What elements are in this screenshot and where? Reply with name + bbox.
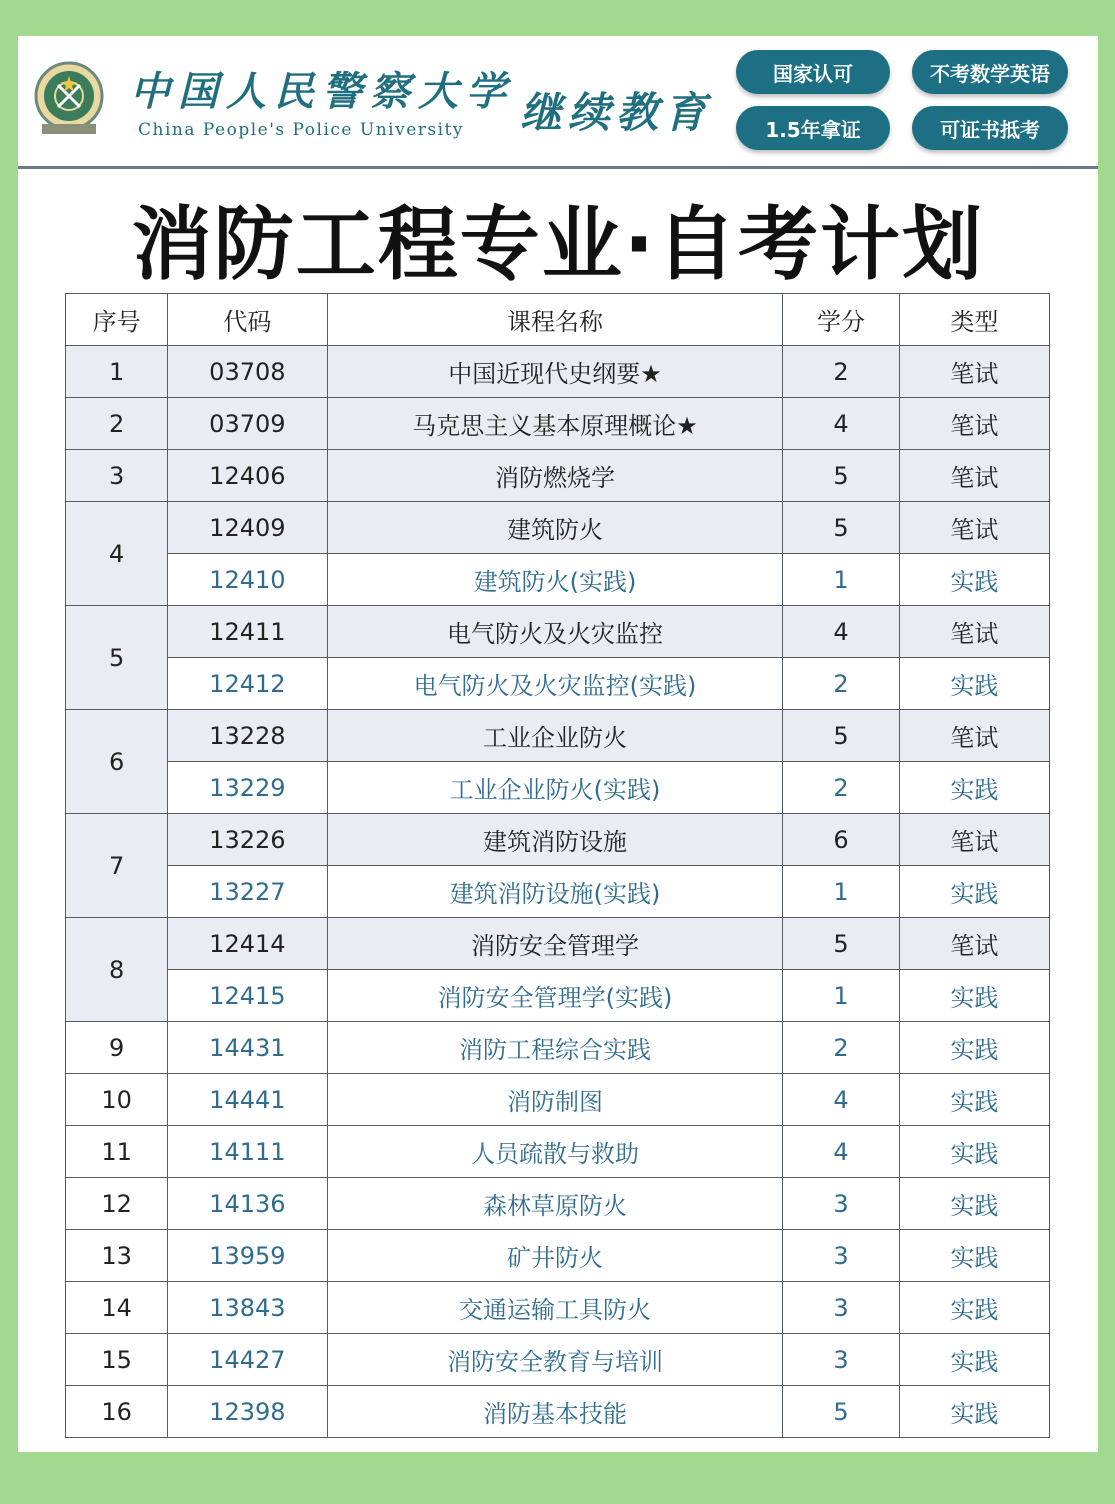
cell-credit: 4	[783, 606, 899, 658]
cell-code: 13959	[168, 1230, 327, 1282]
cell-type: 实践	[899, 1386, 1049, 1438]
cell-code: 03708	[168, 346, 327, 398]
cell-code: 03709	[168, 398, 327, 450]
table-row	[66, 1022, 1050, 1074]
cell-seq: 14	[66, 1282, 168, 1334]
cell-seq: 10	[66, 1074, 168, 1126]
table-row	[66, 1074, 1050, 1126]
police-university-emblem-icon	[28, 58, 110, 140]
table-row	[66, 1334, 1050, 1386]
cell-credit: 5	[783, 918, 899, 970]
cell-type: 实践	[899, 1334, 1049, 1386]
table-row	[66, 918, 1050, 970]
cell-course-name: 电气防火及火灾监控(实践)	[327, 658, 783, 710]
cell-seq: 9	[66, 1022, 168, 1074]
cell-code: 12411	[168, 606, 327, 658]
cell-course-name: 消防安全管理学(实践)	[327, 970, 783, 1022]
cell-code: 14427	[168, 1334, 327, 1386]
cell-credit: 5	[783, 1386, 899, 1438]
cell-seq: 6	[66, 710, 168, 814]
cell-credit: 3	[783, 1178, 899, 1230]
cell-code: 12414	[168, 918, 327, 970]
cell-type: 笔试	[899, 398, 1049, 450]
header-seq: 序号	[66, 294, 168, 346]
cell-course-name: 中国近现代史纲要★	[327, 346, 783, 398]
cell-credit: 4	[783, 398, 899, 450]
cell-seq: 13	[66, 1230, 168, 1282]
cell-course-name: 消防安全管理学	[327, 918, 783, 970]
cell-type: 实践	[899, 1230, 1049, 1282]
table-row	[66, 1386, 1050, 1438]
cell-credit: 3	[783, 1282, 899, 1334]
cell-code: 13229	[168, 762, 327, 814]
table-row	[66, 398, 1050, 450]
table-row	[66, 450, 1050, 502]
cell-code: 13227	[168, 866, 327, 918]
cell-type: 笔试	[899, 606, 1049, 658]
cell-credit: 5	[783, 502, 899, 554]
table-header-row	[66, 294, 1050, 346]
cell-course-name: 矿井防火	[327, 1230, 783, 1282]
cell-seq: 16	[66, 1386, 168, 1438]
table-row	[66, 606, 1050, 658]
cell-type: 实践	[899, 970, 1049, 1022]
cell-course-name: 建筑防火	[327, 502, 783, 554]
cell-course-name: 消防安全教育与培训	[327, 1334, 783, 1386]
cell-credit: 2	[783, 346, 899, 398]
cell-seq: 2	[66, 398, 168, 450]
table-row	[66, 866, 1050, 918]
cell-type: 笔试	[899, 450, 1049, 502]
cell-type: 实践	[899, 1074, 1049, 1126]
cell-credit: 6	[783, 814, 899, 866]
cell-type: 实践	[899, 554, 1049, 606]
cell-type: 实践	[899, 1126, 1049, 1178]
header-credit: 学分	[783, 294, 899, 346]
badge-national-recognition: 国家认可	[736, 50, 890, 94]
cell-credit: 3	[783, 1334, 899, 1386]
badge-no-math-english: 不考数学英语	[912, 50, 1068, 94]
cell-credit: 4	[783, 1074, 899, 1126]
table-row	[66, 1282, 1050, 1334]
header-divider	[18, 166, 1098, 169]
cell-type: 笔试	[899, 710, 1049, 762]
table-row	[66, 1178, 1050, 1230]
cell-course-name: 工业企业防火	[327, 710, 783, 762]
cell-code: 14431	[168, 1022, 327, 1074]
cell-course-name: 工业企业防火(实践)	[327, 762, 783, 814]
cell-course-name: 建筑消防设施	[327, 814, 783, 866]
table-row	[66, 554, 1050, 606]
cell-type: 实践	[899, 866, 1049, 918]
cell-type: 实践	[899, 1022, 1049, 1074]
cell-seq: 3	[66, 450, 168, 502]
cell-code: 12409	[168, 502, 327, 554]
cell-type: 实践	[899, 1178, 1049, 1230]
plan-card	[18, 36, 1098, 1452]
header	[18, 36, 1098, 168]
cell-code: 13843	[168, 1282, 327, 1334]
table-row	[66, 814, 1050, 866]
cell-course-name: 人员疏散与救助	[327, 1126, 783, 1178]
header-code: 代码	[168, 294, 327, 346]
school-name-cn: 中国人民警察大学	[130, 68, 514, 115]
cell-course-name: 交通运输工具防火	[327, 1282, 783, 1334]
cell-course-name: 消防燃烧学	[327, 450, 783, 502]
cell-seq: 15	[66, 1334, 168, 1386]
cell-code: 13226	[168, 814, 327, 866]
cell-credit: 3	[783, 1230, 899, 1282]
table-row	[66, 970, 1050, 1022]
cell-course-name: 建筑防火(实践)	[327, 554, 783, 606]
cell-credit: 1	[783, 866, 899, 918]
cell-course-name: 建筑消防设施(实践)	[327, 866, 783, 918]
cell-course-name: 消防制图	[327, 1074, 783, 1126]
cell-credit: 1	[783, 554, 899, 606]
cell-code: 12410	[168, 554, 327, 606]
badge-certificate-1-5-years: 1.5年拿证	[736, 106, 890, 150]
cell-credit: 2	[783, 1022, 899, 1074]
course-plan-table	[65, 293, 1050, 1438]
table-row	[66, 658, 1050, 710]
cell-code: 12412	[168, 658, 327, 710]
cell-course-name: 马克思主义基本原理概论★	[327, 398, 783, 450]
cell-type: 笔试	[899, 814, 1049, 866]
cell-type: 笔试	[899, 502, 1049, 554]
table-row	[66, 1126, 1050, 1178]
cell-type: 实践	[899, 658, 1049, 710]
cell-seq: 1	[66, 346, 168, 398]
cell-type: 实践	[899, 762, 1049, 814]
cell-code: 14111	[168, 1126, 327, 1178]
cell-code: 13228	[168, 710, 327, 762]
cell-code: 12398	[168, 1386, 327, 1438]
cell-credit: 5	[783, 710, 899, 762]
cell-course-name: 电气防火及火灾监控	[327, 606, 783, 658]
table-row	[66, 346, 1050, 398]
header-type: 类型	[899, 294, 1049, 346]
cell-seq: 7	[66, 814, 168, 918]
cell-seq: 5	[66, 606, 168, 710]
cell-credit: 2	[783, 658, 899, 710]
badge-certificate-exemption: 可证书抵考	[912, 106, 1068, 150]
cell-credit: 2	[783, 762, 899, 814]
cell-course-name: 消防工程综合实践	[327, 1022, 783, 1074]
table-row	[66, 1230, 1050, 1282]
cell-code: 12415	[168, 970, 327, 1022]
cell-type: 笔试	[899, 918, 1049, 970]
cell-seq: 8	[66, 918, 168, 1022]
cell-course-name: 森林草原防火	[327, 1178, 783, 1230]
school-name-en: China People's Police University	[138, 120, 464, 140]
cell-type: 实践	[899, 1282, 1049, 1334]
header-course-name: 课程名称	[327, 294, 783, 346]
cell-seq: 12	[66, 1178, 168, 1230]
cell-code: 14136	[168, 1178, 327, 1230]
cell-credit: 5	[783, 450, 899, 502]
cell-type: 笔试	[899, 346, 1049, 398]
cell-credit: 4	[783, 1126, 899, 1178]
continuing-education-label: 继续教育	[520, 88, 713, 137]
cell-seq: 11	[66, 1126, 168, 1178]
cell-code: 12406	[168, 450, 327, 502]
cell-code: 14441	[168, 1074, 327, 1126]
table-row	[66, 502, 1050, 554]
table-row	[66, 762, 1050, 814]
cell-seq: 4	[66, 502, 168, 606]
page-title: 消防工程专业·自考计划	[131, 198, 985, 291]
table-row	[66, 710, 1050, 762]
cell-course-name: 消防基本技能	[327, 1386, 783, 1438]
cell-credit: 1	[783, 970, 899, 1022]
